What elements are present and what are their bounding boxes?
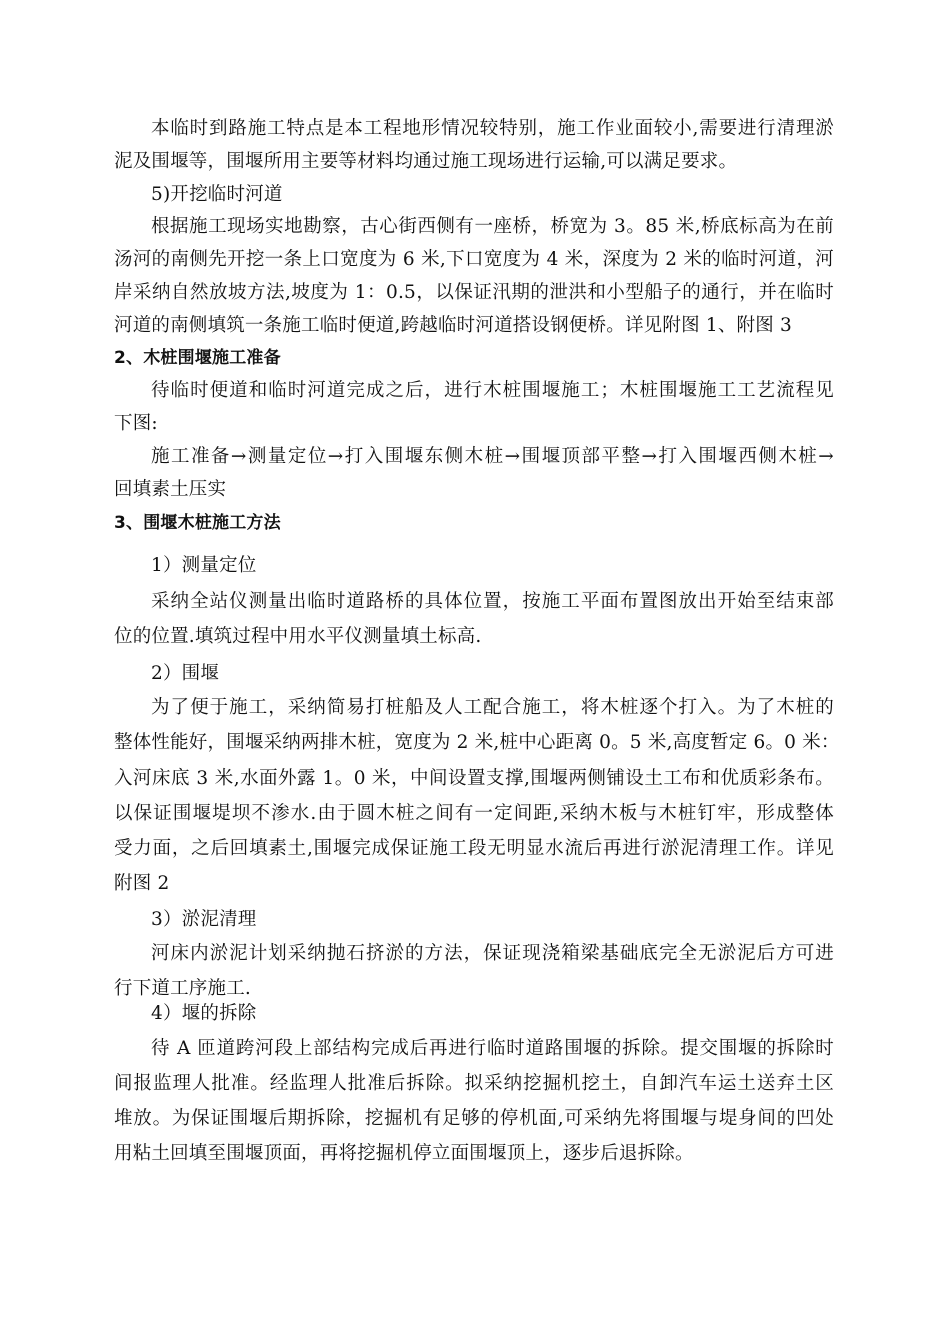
process-flow-line: 施工准备→测量定位→打入围堰东侧木桩→围堰顶部平整→打入围堰西侧木桩→ <box>151 446 834 467</box>
paragraph-line: 待临时便道和临时河道完成之后，进行木桩围堰施工；木桩围堰施工工艺流程见 <box>151 380 834 401</box>
section-heading-3: 3、围堰木桩施工方法 <box>114 513 281 533</box>
paragraph-line: 河床内淤泥计划采纳抛石挤淤的方法，保证现浇箱梁基础底完全无淤泥后方可进 <box>151 943 834 964</box>
paragraph-line: 附图 2 <box>114 873 170 894</box>
paragraph-line: 堆放。为保证围堰后期拆除，挖掘机有足够的停机面,可采纳先将围堰与堤身间的凹处 <box>114 1108 834 1129</box>
paragraph-line: 用粘土回填至围堰顶面，再将挖掘机停立面围堰顶上，逐步后退拆除。 <box>114 1143 694 1164</box>
item-title-5: 5)开挖临时河道 <box>151 184 283 205</box>
paragraph-line: 行下道工序施工. <box>114 978 251 999</box>
subsection-title-2: 2）围堰 <box>151 663 220 684</box>
paragraph-line: 本临时到路施工特点是本工程地形情况较特别，施工作业面较小,需要进行清理淤 <box>151 118 834 139</box>
subsection-title-3: 3）淤泥清理 <box>151 909 257 930</box>
paragraph-line: 位的位置.填筑过程中用水平仪测量填土标高. <box>114 626 482 647</box>
paragraph-line: 泥及围堰等，围堰所用主要等材料均通过施工现场进行运输,可以满足要求。 <box>114 151 738 172</box>
subsection-title-1: 1）测量定位 <box>151 555 257 576</box>
paragraph-line: 采纳全站仪测量出临时道路桥的具体位置，按施工平面布置图放出开始至结束部 <box>151 591 834 612</box>
section-heading-2: 2、木桩围堰施工准备 <box>114 348 281 368</box>
paragraph-line: 汤河的南侧先开挖一条上口宽度为 6 米,下口宽度为 4 米，深度为 2 米的临时河道，河 <box>114 249 834 270</box>
paragraph-line: 受力面，之后回填素土,围堰完成保证施工段无明显水流后再进行淤泥清理工作。详见 <box>114 838 834 859</box>
paragraph-line: 间报监理人批准。经监理人批准后拆除。拟采纳挖掘机挖土，自卸汽车运土送弃土区 <box>114 1073 834 1094</box>
paragraph-line: 为了便于施工，采纳简易打桩船及人工配合施工，将木桩逐个打入。为了木桩的 <box>151 697 834 718</box>
paragraph-line: 待 A 匝道跨河段上部结构完成后再进行临时道路围堰的拆除。提交围堰的拆除时 <box>151 1038 834 1059</box>
paragraph-line: 入河床底 3 米,水面外露 1。0 米，中间设置支撑,围堰两侧铺设土工布和优质彩条布。 <box>114 768 834 789</box>
paragraph-line: 下图: <box>114 413 158 434</box>
paragraph-line: 岸采纳自然放坡方法,坡度为 1：0.5，以保证汛期的泄洪和小型船子的通行，并在临时 <box>114 282 834 303</box>
paragraph-line: 以保证围堰堤坝不渗水.由于圆木桩之间有一定间距,采纳木板与木桩钉牢，形成整体 <box>114 803 834 824</box>
process-flow-line: 回填素土压实 <box>114 479 227 500</box>
paragraph-line: 河道的南侧填筑一条施工临时便道,跨越临时河道搭设钢便桥。详见附图 1、附图 3 <box>114 315 792 336</box>
paragraph-line: 根据施工现场实地勘察，古心街西侧有一座桥，桥宽为 3。85 米,桥底标高为在前 <box>151 216 834 237</box>
paragraph-line: 整体性能好，围堰采纳两排木桩，宽度为 2 米,桩中心距离 0。5 米,高度暂定 6。0 米： <box>114 732 840 753</box>
subsection-title-4: 4）堰的拆除 <box>151 1003 257 1024</box>
